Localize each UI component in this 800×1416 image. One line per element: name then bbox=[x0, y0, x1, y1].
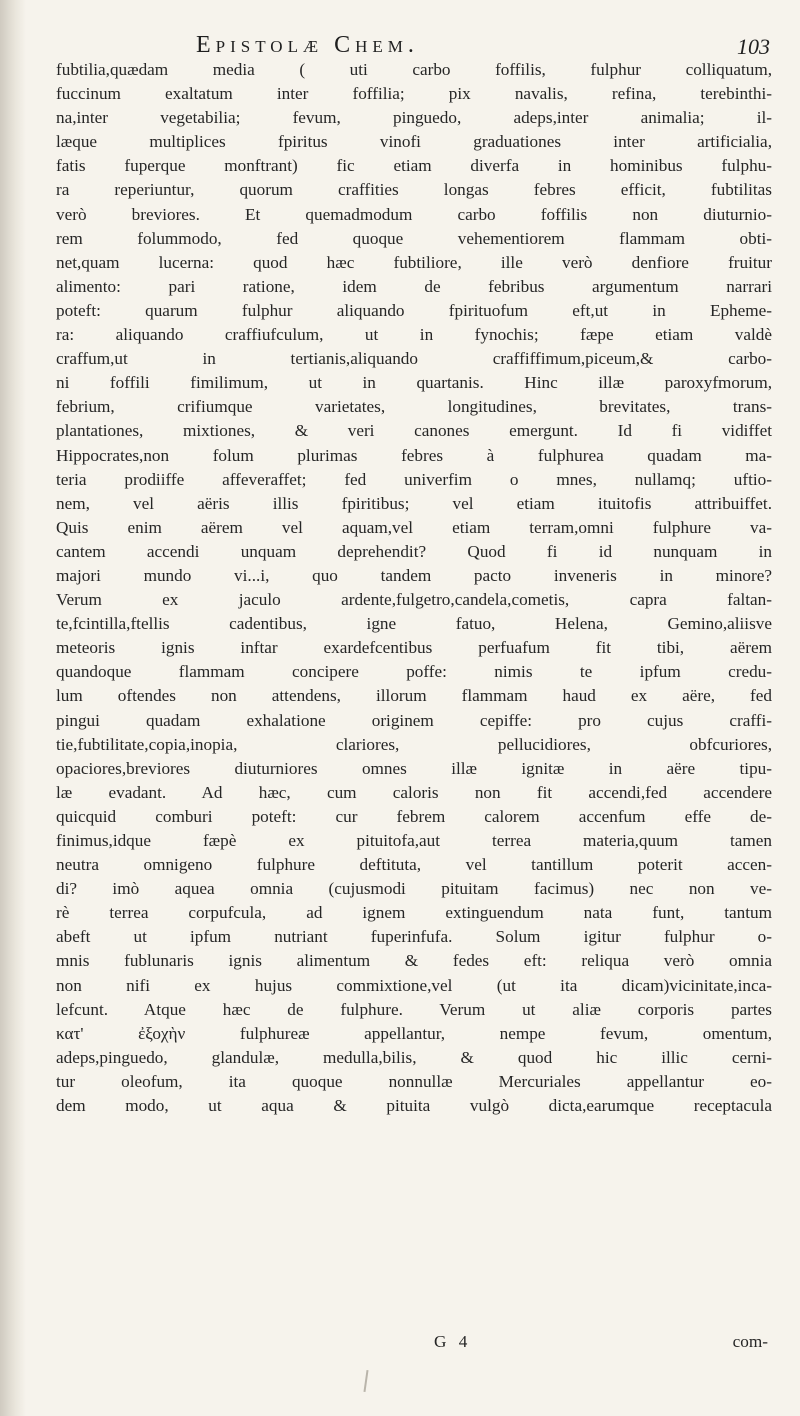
text-line: alimento: pari ratione, idem de febribus argumentum narrari bbox=[56, 276, 772, 296]
text-line: fubtilia,quædam media ( uti carbo foffilis, fulphur colliquatum, bbox=[56, 60, 772, 79]
text-line: pingui quadam exhalatione originem cepiffe: pro cujus craffi- bbox=[56, 710, 772, 730]
text-line: læ evadant. Ad hæc, cum caloris non fit accendi,fed accendere bbox=[56, 782, 772, 802]
text-line: læque multiplices fpiritus vinofi graduationes inter artificialia, bbox=[56, 132, 772, 152]
text-line: opaciores,breviores diuturniores omnes illæ ignitæ in aëre tipu- bbox=[56, 758, 772, 778]
text-line: dem modo, ut aqua & pituita vulgò dicta,earumque receptacula bbox=[56, 1096, 772, 1116]
text-line: cantem accendi unquam deprehendit? Quod fi id nunquam in bbox=[56, 541, 772, 561]
text-line: non nifi ex hujus commixtione,vel (ut ita dicam)vicinitate,inca- bbox=[56, 975, 772, 995]
stray-ink-mark bbox=[363, 1370, 368, 1392]
text-line: poteft: quarum fulphur aliquando fpirituofum eft,ut in Epheme- bbox=[56, 300, 772, 320]
text-line: na,inter vegetabilia; fevum, pinguedo, adeps,inter animalia; il- bbox=[56, 108, 772, 128]
text-line: fatis fuperque monftrant) fic etiam diverfa in hominibus fulphu- bbox=[56, 156, 772, 176]
text-line: lefcunt. Atque hæc de fulphure. Verum ut aliæ corporis partes bbox=[56, 999, 772, 1019]
text-line: craffum,ut in tertianis,aliquando craffiffimum,piceum,& carbo- bbox=[56, 349, 772, 369]
text-line: ra reperiuntur, quorum craffities longas febres efficit, fubtilitas bbox=[56, 180, 772, 200]
text-line: tur oleofum, ita quoque nonnullæ Mercuriales appellantur eo- bbox=[56, 1071, 772, 1091]
text-line: ra: aliquando craffiufculum, ut in fynochis; fæpe etiam valdè bbox=[56, 325, 772, 345]
text-line: teria prodiiffe affeveraffet; fed univerfim o mnes, nullamq; uftio- bbox=[56, 469, 772, 489]
text-line: nem, vel aëris illis fpiritibus; vel etiam ituitofis attribuiffet. bbox=[56, 493, 772, 513]
text-block bbox=[56, 58, 772, 1118]
text-line: quicquid comburi poteft: cur febrem calorem accenfum effe de- bbox=[56, 806, 772, 826]
text-line: tie,fubtilitate,copia,inopia, clariores, pellucidiores, obfcuriores, bbox=[56, 734, 772, 754]
text-line: neutra omnigeno fulphure deftituta, vel tantillum poterit accen- bbox=[56, 855, 772, 875]
text-line: majori mundo vi...i, quo tandem pacto inveneris in minore? bbox=[56, 565, 772, 585]
signature-mark: G 4 bbox=[434, 1332, 472, 1351]
running-title: Epistolæ Chem. bbox=[196, 32, 419, 58]
text-line: adeps,pinguedo, glandulæ, medulla,bilis, & quod hic illic cerni- bbox=[56, 1047, 772, 1067]
text-line: quandoque flammam concipere poffe: nimis te ipfum credu- bbox=[56, 662, 772, 682]
text-line: plantationes, mixtiones, & veri canones emergunt. Id fi vidiffet bbox=[56, 421, 772, 441]
text-line: Hippocrates,non folum plurimas febres à fulphurea quadam ma- bbox=[56, 445, 772, 465]
text-line: κατ' ἐξοχὴν fulphureæ appellantur, nempe fevum, omentum, bbox=[56, 1023, 772, 1043]
text-line: abeft ut ipfum nutriant fuperinfufa. Solum igitur fulphur o- bbox=[56, 927, 772, 947]
text-line: net,quam lucerna: quod hæc fubtiliore, ille verò denfiore fruitur bbox=[56, 252, 772, 272]
text-line: finimus,idque fæpè ex pituitofa,aut terrea materia,quum tamen bbox=[56, 831, 772, 850]
text-line: rem folummodo, fed quoque vehementiorem flammam obti- bbox=[56, 228, 772, 248]
text-line: te,fcintilla,ftellis cadentibus, igne fatuo, Helena, Gemino,aliisve bbox=[56, 614, 772, 634]
page-number: 103 bbox=[737, 34, 770, 59]
text-line: rè terrea corpufcula, ad ignem extinguendum nata funt, tantum bbox=[56, 903, 772, 923]
text-line: Quis enim aërem vel aquam,vel etiam terram,omni fulphure va- bbox=[56, 517, 772, 537]
text-line: verò breviores. Et quemadmodum carbo foffilis non diuturnio- bbox=[56, 204, 772, 224]
text-line: fuccinum exaltatum inter foffilia; pix navalis, refina, terebinthi- bbox=[56, 84, 772, 104]
text-line: mnis fublunaris ignis alimentum & fedes eft: reliqua verò omnia bbox=[56, 951, 772, 971]
text-line: ni foffili fimilimum, ut in quartanis. Hinc illæ paroxyfmorum, bbox=[56, 373, 772, 393]
text-line: Verum ex jaculo ardente,fulgetro,candela,cometis, capra faltan- bbox=[56, 590, 772, 610]
gutter-shadow bbox=[0, 0, 26, 1416]
text-line: febrium, crifiumque varietates, longitudines, brevitates, trans- bbox=[56, 397, 772, 417]
signature-line bbox=[56, 1330, 772, 1354]
text-line: di? imò aquea omnia (cujusmodi pituitam facimus) nec non ve- bbox=[56, 879, 772, 899]
catchword: com- bbox=[732, 1332, 768, 1351]
text-line: meteoris ignis inftar exardefcentibus perfuafum fit tibi, aërem bbox=[56, 638, 772, 658]
text-line: lum oftendes non attendens, illorum flammam haud ex aëre, fed bbox=[56, 686, 772, 706]
